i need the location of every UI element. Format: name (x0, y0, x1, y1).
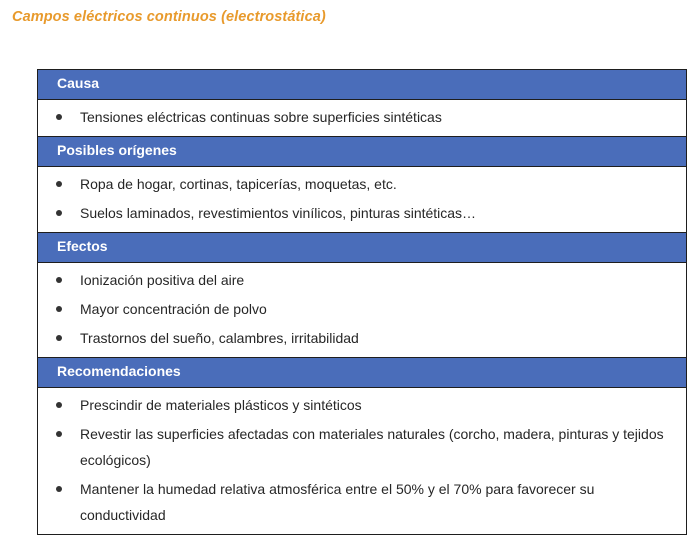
list-item (38, 267, 686, 293)
list-item (38, 200, 686, 226)
bullet-icon (56, 335, 62, 341)
list-item (38, 421, 686, 473)
document-title: Campos eléctricos continuos (electrostática) (12, 9, 326, 25)
list-item (38, 104, 686, 130)
list-item-text: Mayor concentración de polvo (80, 301, 267, 317)
list-item-text: Ropa de hogar, cortinas, tapicerías, moquetas, etc. (80, 176, 397, 192)
bullet-icon (56, 402, 62, 408)
section-header-efectos: Efectos (38, 233, 686, 263)
bullet-icon (56, 210, 62, 216)
section-header-origenes: Posibles orígenes (38, 137, 686, 167)
list-item-text: Prescindir de materiales plásticos y sintéticos (80, 397, 362, 413)
bullet-icon (56, 306, 62, 312)
list-item (38, 171, 686, 197)
section-body-efectos (38, 263, 686, 358)
section-header-recomendaciones: Recomendaciones (38, 358, 686, 388)
list-item (38, 325, 686, 351)
bullet-icon (56, 431, 62, 437)
list-item-text: Suelos laminados, revestimientos vinílicos, pinturas sintéticas… (80, 205, 477, 221)
bullet-icon (56, 277, 62, 283)
section-header-causa: Causa (38, 70, 686, 100)
section-body-origenes (38, 167, 686, 233)
list-item-text: Ionización positiva del aire (80, 272, 245, 288)
list-item-text: Revestir las superficies afectadas con materiales naturales (corcho, madera, pinturas y tejidos ecológicos) (80, 426, 664, 468)
bullet-icon (56, 486, 62, 492)
list-item (38, 296, 686, 322)
info-table (37, 69, 687, 535)
bullet-icon (56, 114, 62, 120)
section-body-recomendaciones (38, 388, 686, 534)
section-body-causa (38, 100, 686, 137)
list-item-text: Trastornos del sueño, calambres, irritabilidad (80, 330, 359, 346)
bullet-icon (56, 181, 62, 187)
list-item-text: Mantener la humedad relativa atmosférica entre el 50% y el 70% para favorecer su conductividad (80, 481, 595, 523)
list-item (38, 392, 686, 418)
list-item-text: Tensiones eléctricas continuas sobre superficies sintéticas (80, 109, 442, 125)
list-item (38, 476, 686, 528)
